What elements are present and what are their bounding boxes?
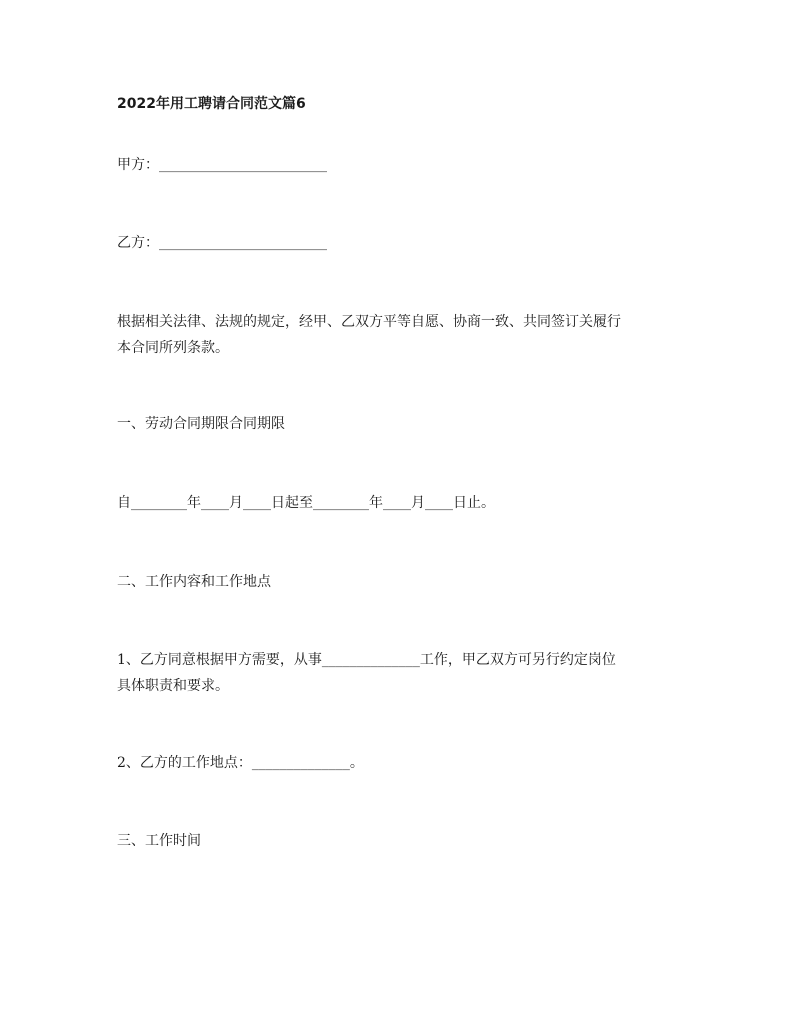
item-2-line: 2、乙方的工作地点：______________。: [117, 755, 364, 771]
document-title: 2022年用工聘请合同范文篇6: [117, 96, 306, 112]
intro-paragraph-line-2: 本合同所列条款。: [117, 340, 229, 356]
section-1-heading: 一、劳动合同期限合同期限: [117, 416, 285, 432]
party-b-field: 乙方：________________________: [117, 235, 327, 251]
section-2-heading: 二、工作内容和工作地点: [117, 574, 271, 590]
party-a-field: 甲方：________________________: [117, 157, 327, 173]
contract-term-line: 自________年____月____日起至________年____月____日止。: [117, 495, 495, 511]
section-3-heading: 三、工作时间: [117, 833, 201, 849]
item-1-line-1: 1、乙方同意根据甲方需要，从事______________工作，甲乙双方可另行约定岗位: [117, 652, 616, 668]
item-1-line-2: 具体职责和要求。: [117, 678, 229, 694]
intro-paragraph-line-1: 根据相关法律、法规的规定，经甲、乙双方平等自愿、协商一致、共同签订关履行: [117, 314, 621, 330]
